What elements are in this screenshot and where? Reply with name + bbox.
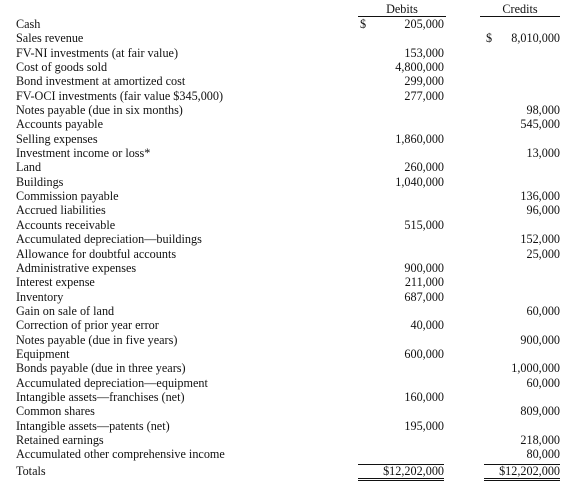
- account-name: Bond investment at amortized cost: [16, 74, 186, 89]
- account-name: Accounts payable: [16, 117, 103, 132]
- table-row: [14, 60, 574, 74]
- table-row: [14, 390, 574, 404]
- debit-amount: 299,000: [404, 74, 444, 89]
- credit-amount: 96,000: [526, 203, 560, 218]
- account-name: Administrative expenses: [16, 260, 137, 275]
- account-name: Accumulated depreciation—buildings: [16, 232, 202, 247]
- table-row: [14, 89, 574, 103]
- debit-amount: 4,800,000: [395, 60, 444, 75]
- debit-amount: 195,000: [404, 418, 444, 433]
- table-row: [14, 275, 574, 289]
- account-name: Intangible assets—franchises (net): [16, 389, 185, 404]
- debit-amount: 1,860,000: [395, 131, 444, 146]
- table-row: [14, 218, 574, 232]
- table-row: [14, 347, 574, 361]
- account-name: Common shares: [16, 404, 95, 419]
- table-row: [14, 261, 574, 275]
- table-row: [14, 361, 574, 375]
- table-row: [14, 404, 574, 418]
- account-name: Accumulated depreciation—equipment: [16, 375, 208, 390]
- table-row: [14, 333, 574, 347]
- credit-amount: 545,000: [520, 117, 560, 132]
- debit-amount: 900,000: [404, 260, 444, 275]
- account-name: Sales revenue: [16, 31, 84, 46]
- account-name: Equipment: [16, 346, 70, 361]
- table-row: [14, 318, 574, 332]
- account-name: Cost of goods sold: [16, 60, 108, 75]
- table-row: [14, 232, 574, 246]
- table-row: [14, 247, 574, 261]
- account-name: Accumulated other comprehensive income: [16, 447, 225, 462]
- account-name: Commission payable: [16, 189, 119, 204]
- table-row: [14, 203, 574, 217]
- debit-amount: 1,040,000: [395, 174, 444, 189]
- account-name: Investment income or loss*: [16, 146, 151, 161]
- table-row: [14, 31, 574, 45]
- table-row: [14, 146, 574, 160]
- table-row: [14, 117, 574, 131]
- account-name: Accrued liabilities: [16, 203, 106, 218]
- credit-amount: 136,000: [520, 189, 560, 204]
- credit-amount: 25,000: [526, 246, 560, 261]
- table-row: [14, 304, 574, 318]
- table-row: [14, 433, 574, 447]
- debits-header: Debits: [358, 2, 446, 17]
- table-row: [14, 132, 574, 146]
- account-rows: [14, 17, 574, 462]
- credit-dollar-sign: $: [486, 31, 493, 46]
- credit-amount: 13,000: [526, 146, 560, 161]
- account-name: Selling expenses: [16, 131, 98, 146]
- debit-amount: 160,000: [404, 389, 444, 404]
- account-name: Buildings: [16, 174, 64, 189]
- total-debits: $12,202,000: [358, 464, 444, 481]
- column-header-row: [14, 2, 574, 17]
- totals-label: Totals: [16, 463, 46, 478]
- account-name: Correction of prior year error: [16, 318, 159, 333]
- credit-amount: 8,010,000: [511, 31, 560, 46]
- table-row: [14, 175, 574, 189]
- account-name: FV-NI investments (at fair value): [16, 45, 179, 60]
- table-row: [14, 17, 574, 31]
- debit-amount: 515,000: [404, 217, 444, 232]
- account-name: FV-OCI investments (fair value $345,000): [16, 88, 224, 103]
- debit-amount: 687,000: [404, 289, 444, 304]
- table-row: [14, 290, 574, 304]
- table-row: [14, 376, 574, 390]
- debit-dollar-sign: $: [360, 17, 367, 31]
- debit-amount: 260,000: [404, 160, 444, 175]
- credits-header: Credits: [480, 2, 560, 17]
- table-row: [14, 160, 574, 174]
- account-name: Allowance for doubtful accounts: [16, 246, 177, 261]
- account-name: Bonds payable (due in three years): [16, 361, 186, 376]
- credit-amount: 98,000: [526, 103, 560, 118]
- credit-amount: 80,000: [526, 447, 560, 462]
- account-name: Cash: [16, 17, 41, 31]
- table-row: [14, 74, 574, 88]
- credit-amount: 218,000: [520, 432, 560, 447]
- credit-amount: 809,000: [520, 404, 560, 419]
- credit-amount: 900,000: [520, 332, 560, 347]
- credit-amount: 60,000: [526, 303, 560, 318]
- table-row: [14, 189, 574, 203]
- debit-amount: 277,000: [404, 88, 444, 103]
- credit-amount: 1,000,000: [511, 361, 560, 376]
- account-name: Inventory: [16, 289, 64, 304]
- table-row: [14, 419, 574, 433]
- credit-amount: 60,000: [526, 375, 560, 390]
- debit-amount: 600,000: [404, 346, 444, 361]
- debit-amount: 153,000: [404, 45, 444, 60]
- account-name: Notes payable (due in five years): [16, 332, 178, 347]
- account-name: Notes payable (due in six months): [16, 103, 183, 118]
- totals-row: [14, 464, 574, 478]
- account-name: Land: [16, 160, 42, 175]
- account-name: Gain on sale of land: [16, 303, 115, 318]
- trial-balance-table: [14, 2, 574, 478]
- table-row: [14, 447, 574, 461]
- account-name: Retained earnings: [16, 432, 104, 447]
- total-credits: $12,202,000: [484, 464, 560, 481]
- table-row: [14, 46, 574, 60]
- debit-amount: 211,000: [404, 275, 444, 290]
- credit-amount: 152,000: [520, 232, 560, 247]
- account-name: Interest expense: [16, 275, 95, 290]
- table-row: [14, 103, 574, 117]
- account-name: Accounts receivable: [16, 217, 116, 232]
- debit-amount: 40,000: [410, 318, 444, 333]
- debit-amount: 205,000: [404, 17, 444, 31]
- account-name: Intangible assets—patents (net): [16, 418, 170, 433]
